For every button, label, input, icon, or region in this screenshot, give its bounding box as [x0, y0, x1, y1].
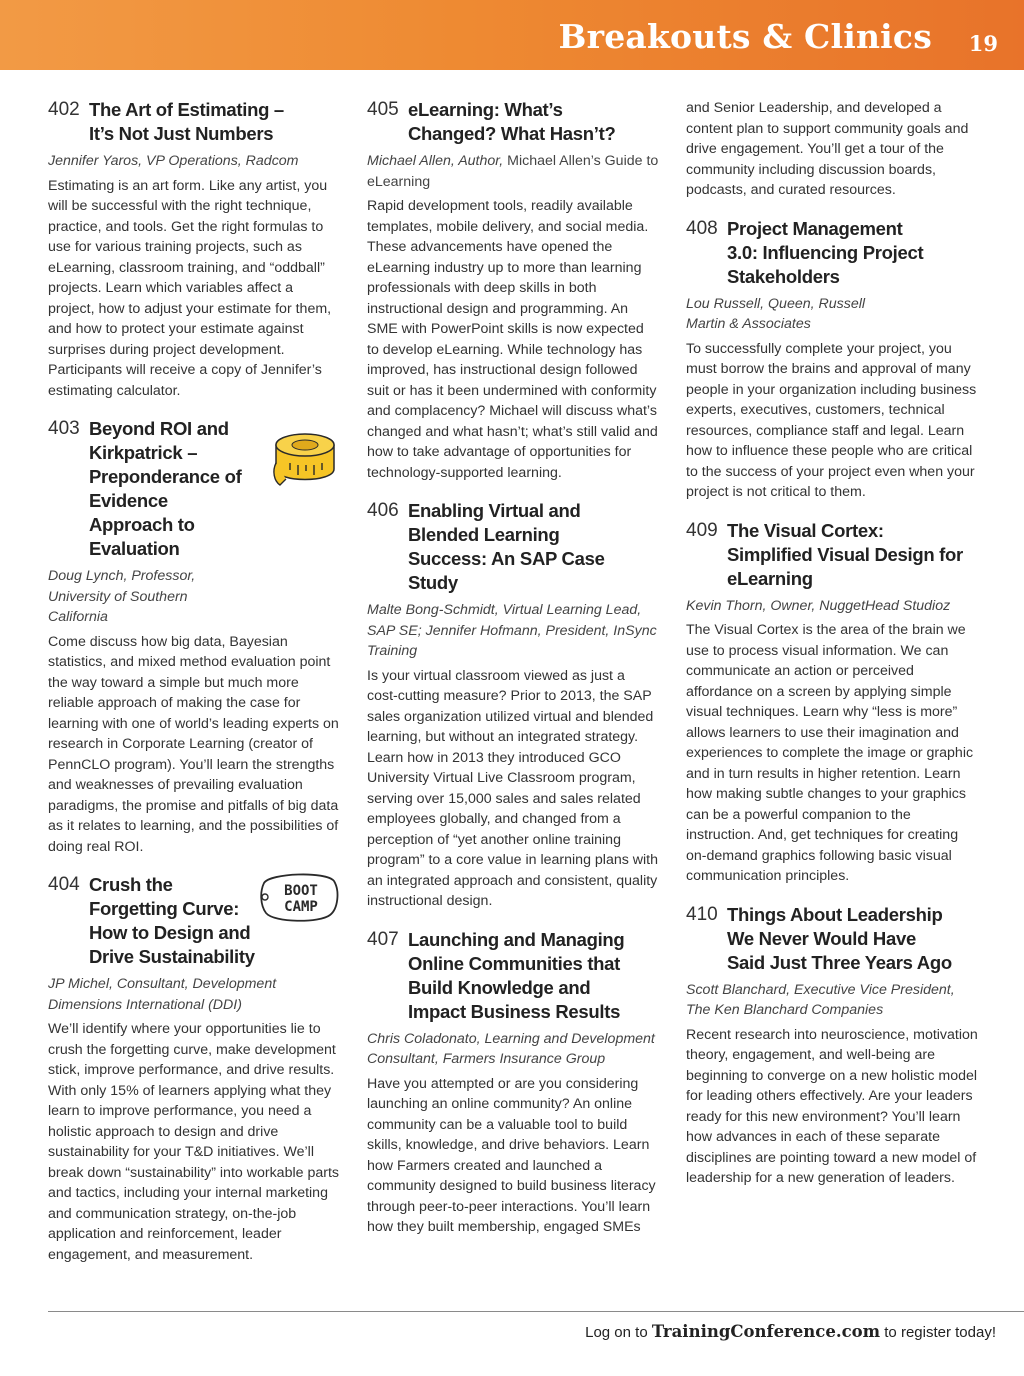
column-2 — [367, 98, 659, 1254]
session-speaker: Lou Russell, Queen, Russell Martin & Associates — [686, 295, 866, 332]
session-description: Estimating is an art form. Like any artist, you will be successful with the right technique, practice, and tools. Get the right formulas to use for various training projects, such as eLearning, classroom training, and “oddball” projects. Learn which variables affect a project, how to adjust your estimate for them, and how to protect your estimate against surprises during project development. Participants will receive a copy of Jennifer’s estimating calculator. — [48, 177, 332, 399]
session-number: 403 — [48, 418, 80, 439]
badge-word-camp: CAMP — [284, 899, 318, 915]
session-406 — [367, 499, 659, 912]
session-402 — [48, 98, 340, 401]
session-408 — [686, 217, 978, 503]
page-header — [0, 0, 1024, 70]
section-title: Breakouts & Clinics — [558, 17, 932, 56]
session-title: Launching and Managing Online Communities that Build Knowledge and Impact Business Results — [408, 928, 625, 1022]
session-number: 405 — [367, 99, 399, 120]
footer-prefix: Log on to — [585, 1324, 648, 1341]
session-number: 408 — [686, 217, 718, 239]
session-407 — [367, 928, 659, 1238]
session-description: Come discuss how big data, Bayesian statistics, and mixed method evaluation point the way toward a simple but much more reliable approach of making the case for learning with one of world’s leading experts on research in Corporate Learning (creator of PennCLO program). You’ll learn the strengths and weaknesses of prevailing evaluation paradigms, the promise and pitfalls of big data as it relates to learning, and the possibilities of doing real ROI. — [48, 633, 339, 855]
badge-word-boot: BOOT — [284, 883, 318, 899]
session-number: 402 — [48, 99, 80, 120]
session-title: Project Management 3.0: Influencing Project Stakeholders — [727, 217, 924, 287]
session-description: The Visual Cortex is the area of the brain we use to process visual information. We can communicate an action or perceived affordance on a screen by applying simple visual techniques. Learn why “less is more” allows learners to use their imagination and experiences to complete the image or graphic and in turn results in higher retention. Learn how making subtle changes to your graphics can be a powerful companion to the instruction. And, get techniques for creating on-demand graphics following basic visual communication principles. — [686, 622, 974, 884]
session-speaker: Jennifer Yaros, VP Operations, Radcom — [48, 153, 299, 169]
session-speaker: Doug Lynch, Professor, University of Southern California — [48, 568, 196, 625]
footer-cta — [585, 1322, 996, 1341]
session-409 — [686, 519, 978, 887]
session-title: Beyond ROI and Kirkpatrick – Preponderance of Evidence Approach to Evaluation — [89, 418, 242, 559]
session-speaker: Kevin Thorn, Owner, NuggetHead Studioz — [686, 597, 951, 614]
speaker-name: Michael Allen, Author, — [367, 153, 504, 169]
speaker-book: Michael Allen’s Guide to eLearning — [367, 153, 659, 190]
session-speaker: Malte Bong-Schmidt, Virtual Learning Lead, SAP SE; Jennifer Hofmann, President, InSync Training — [367, 602, 657, 659]
footer-suffix: to register today! — [884, 1324, 996, 1341]
session-speaker: Scott Blanchard, Executive Vice President, The Ken Blanchard Companies — [686, 981, 955, 1018]
footer-site-link[interactable]: TrainingConference.com — [651, 1322, 881, 1341]
session-description: We’ll identify where your opportunities lie to crush the forgetting curve, make development stick, improve performance, and drive results. With only 15% of learners applying what they learn to improve performance, you need a holistic approach to design and drive sustainability for your T&D initiatives. We’ll break down “sustainability” into workable parts and tactics, including your internal marketing and communication strategy, on-the-job application and reinforcement, leader engagement, and measurement. — [48, 1021, 339, 1263]
session-number: 406 — [367, 500, 399, 521]
session-403 — [48, 417, 340, 857]
session-407-continued — [686, 98, 978, 201]
session-title: Things About Leadership We Never Would Have Said Just Three Years Ago — [727, 903, 952, 973]
session-description: Have you attempted or are you considering launching an online community? An online community can be a valuable tool to build skills, knowledge, and drive behaviors. Learn how Farmers created and launched a community designed to build business literacy through peer-to-peer interactions. You’ll learn how they built membership, engaged SMEs — [367, 1075, 656, 1235]
session-speaker: Chris Coladonato, Learning and Development Consultant, Farmers Insurance Group — [367, 1030, 655, 1067]
session-number: 409 — [686, 519, 718, 541]
session-title: Crush the Forgetting Curve: How to Design and Drive Sustainability — [89, 874, 255, 967]
session-description: Recent research into neuroscience, motivation theory, engagement, and well-being are beginning to converge on a new holistic model for leading others effectively. Are your leaders ready for this new environment? You’ll learn how advances in each of these separate disciplines are pointing toward a new model of leadership for a new generation of leaders. — [686, 1026, 978, 1186]
column-3 — [686, 98, 978, 1205]
session-title: The Art of Estimating – It’s Not Just Numbers — [89, 99, 284, 144]
session-405 — [367, 98, 659, 483]
session-description: Rapid development tools, readily available templates, mobile delivery, and social media. These advancements have opened the eLearning industry up to more than learning professionals with deep skills in both instructional design and programming. An SME with PowerPoint skills is now expected to develop eLearning. While technology has improved, has instructional design followed suit or has it been undermined with conformity and complacency? Michael will discuss what’s changed and what hasn’t; what’s still valid and how to take advantage of opportunities for technology-supported learning. — [367, 198, 658, 481]
footer-divider — [48, 1311, 1024, 1312]
session-number: 407 — [367, 928, 399, 950]
session-title: eLearning: What’s Changed? What Hasn’t? — [408, 99, 616, 144]
session-description: Is your virtual classroom viewed as just a cost-cutting measure? Prior to 2013, the SAP sales organization utilized virtual and blended learning, but without an integrated strategy. Learn how in 2013 they introduced GCO University Virtual Live Classroom program, serving over 15,000 sales and sales related employees globally, and changed from a perception of “yet another online training program” to a core value in learning plans with an integrated approach and consistent, quality instructional design. — [367, 667, 658, 909]
session-speaker — [367, 151, 659, 192]
session-description-continued: and Senior Leadership, and developed a content plan to support community goals and drive engagement. You’ll get a tour of the community including discussion boards, podcasts, and curated resources. — [686, 100, 969, 198]
session-410 — [686, 903, 978, 1189]
column-1 — [48, 98, 340, 1281]
boot-camp-badge-icon — [256, 869, 340, 925]
page-number: 19 — [968, 31, 998, 56]
session-number: 404 — [48, 874, 80, 895]
session-404 — [48, 873, 340, 1265]
session-number: 410 — [686, 903, 718, 925]
measuring-tape-icon — [270, 423, 340, 495]
session-speaker: JP Michel, Consultant, Development Dimensions International (DDI) — [48, 976, 277, 1013]
session-title: Enabling Virtual and Blended Learning Success: An SAP Case Study — [408, 500, 605, 593]
session-description: To successfully complete your project, you must borrow the brains and approval of many people in your organization including business experts, executives, customers, technical resources, compliance staff and legal. Learn how to influence these people who are critical to the success of your project even when your project is not critical to them. — [686, 340, 977, 500]
session-title: The Visual Cortex: Simplified Visual Design for eLearning — [727, 519, 963, 589]
